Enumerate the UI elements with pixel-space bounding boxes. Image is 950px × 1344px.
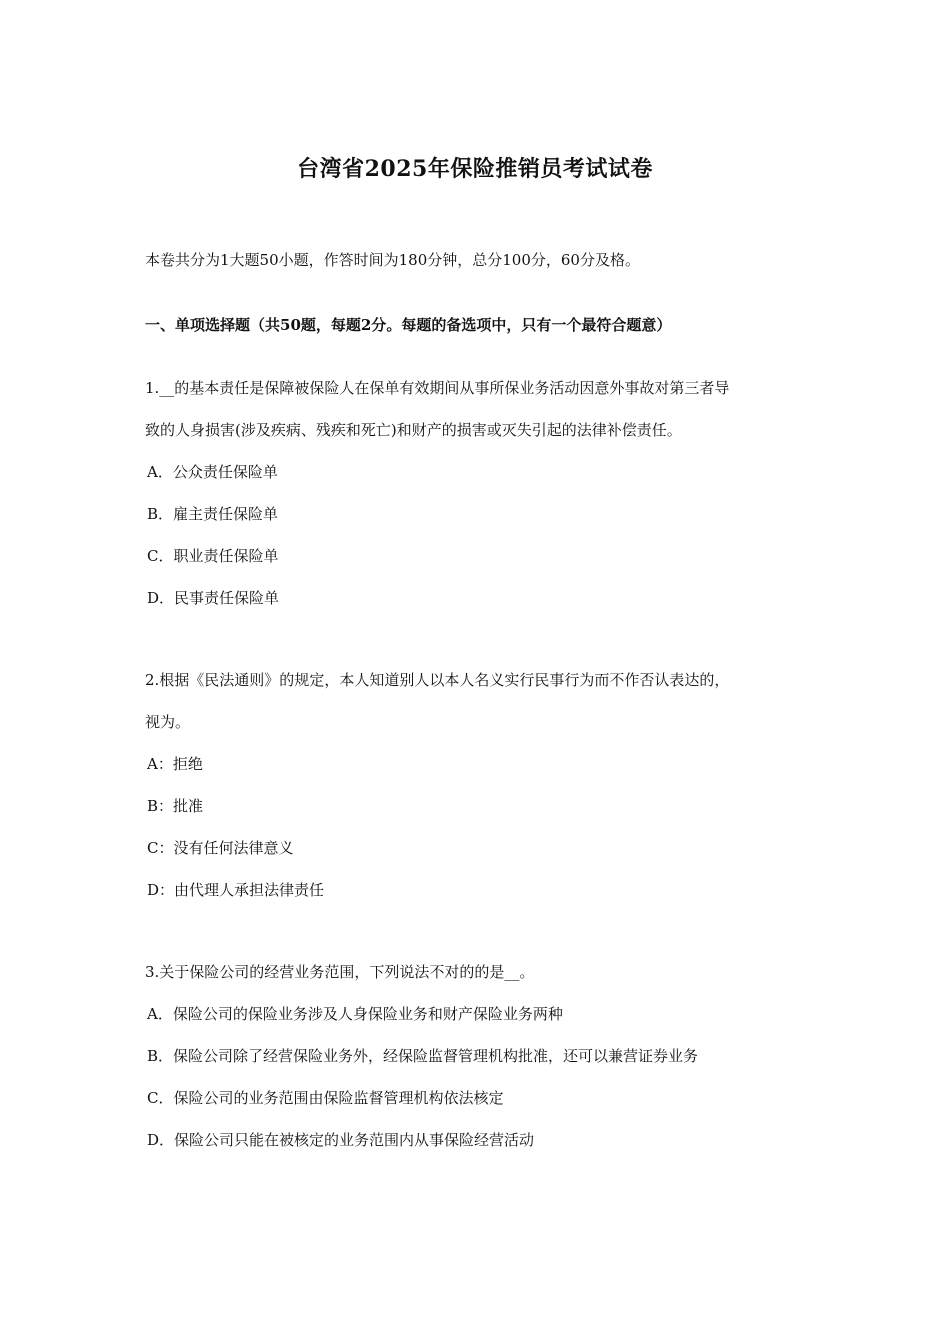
answer-option-b: B：批准 bbox=[147, 797, 204, 815]
answer-option-d: D．保险公司只能在被核定的业务范围内从事保险经营活动 bbox=[147, 1131, 535, 1149]
answer-option-c: C：没有任何法律意义 bbox=[147, 839, 294, 857]
question-stem-line: 3.关于保险公司的经营业务范围，下列说法不对的的是__。 bbox=[145, 963, 535, 981]
question-stem-line: 视为。 bbox=[145, 713, 191, 731]
answer-option-c: C．职业责任保险单 bbox=[147, 547, 279, 565]
answer-option-d: D：由代理人承担法律责任 bbox=[147, 881, 325, 899]
answer-option-b: B．雇主责任保险单 bbox=[147, 505, 279, 523]
question-stem-line: 1.__的基本责任是保障被保险人在保单有效期间从事所保业务活动因意外事故对第三者导 bbox=[145, 379, 730, 397]
answer-option-b: B．保险公司除了经营保险业务外，经保险监督管理机构批准，还可以兼营证券业务 bbox=[147, 1047, 699, 1065]
document-title: 台湾省2025年保险推销员考试试卷 bbox=[297, 156, 653, 182]
answer-option-a: A：拒绝 bbox=[147, 755, 203, 773]
section-heading: 一、单项选择题（共50题，每题2分。每题的备选项中，只有一个最符合题意） bbox=[145, 316, 672, 334]
answer-option-a: A．保险公司的保险业务涉及人身保险业务和财产保险业务两种 bbox=[147, 1005, 563, 1023]
question-stem-line: 致的人身损害(涉及疾病、残疾和死亡)和财产的损害或灭失引起的法律补偿责任。 bbox=[145, 421, 682, 439]
answer-option-a: A．公众责任保险单 bbox=[147, 463, 278, 481]
question-stem-line: 2.根据《民法通则》的规定，本人知道别人以本人名义实行民事行为而不作否认表达的， bbox=[145, 671, 730, 689]
exam-instructions: 本卷共分为1大题50小题，作答时间为180分钟，总分100分，60分及格。 bbox=[145, 251, 640, 269]
answer-option-c: C．保险公司的业务范围由保险监督管理机构依法核定 bbox=[147, 1089, 504, 1107]
answer-option-d: D．民事责任保险单 bbox=[147, 589, 280, 607]
